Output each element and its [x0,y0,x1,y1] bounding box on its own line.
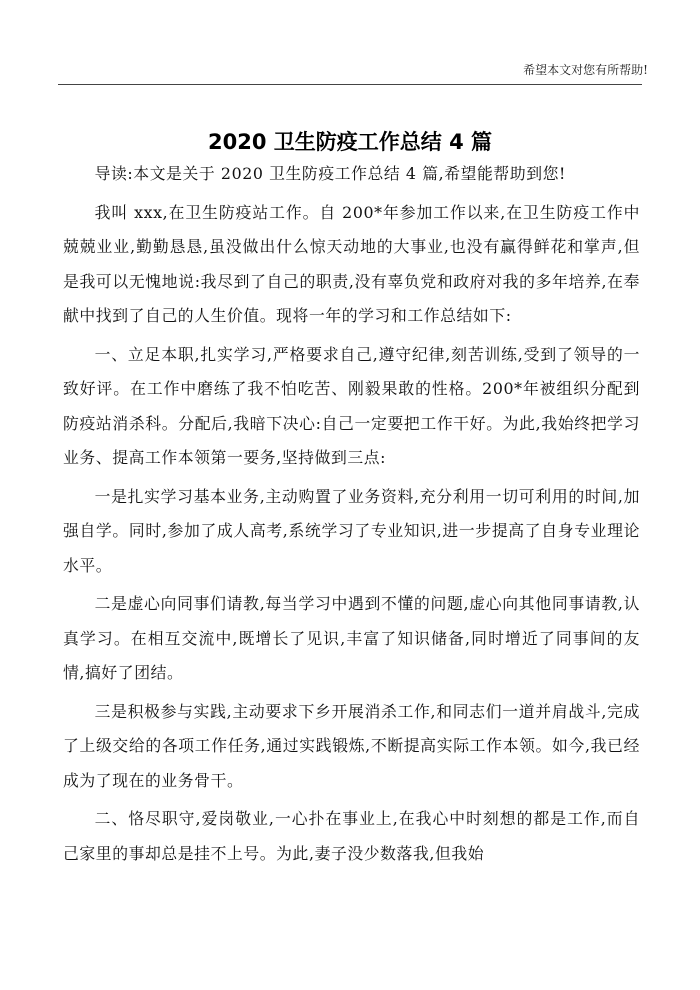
paragraph-section-one: 一、立足本职,扎实学习,严格要求自己,遵守纪律,刻苦训练,受到了领导的一致好评。在工作中磨练了我不怕吃苦、刚毅果敢的性格。200*年被组织分配到防疫站消杀科。分配后,我暗下决心:自己一定要把工作干好。为此,我始终把学习业务、提高工作本领第一要务,坚持做到三点: [63,344,640,467]
paragraph-self-introduction: 我叫 xxx,在卫生防疫站工作。自 200*年参加工作以来,在卫生防疫工作中兢兢业业,勤勤恳恳,虽没做出什么惊天动地的大事业,也没有赢得鲜花和掌声,但是我可以无愧地说:我尽到了自己的职责,没有辜负党和政府对我的多年培养,在奉献中找到了自己的人生价值。现将一年的学习和工作总结如下: [63,202,640,325]
paragraph-intro: 导读:本文是关于 2020 卫生防疫工作总结 4 篇,希望能帮助到您! [94,164,566,183]
paragraph-section-two: 二、恪尽职守,爱岗敬业,一心扑在事业上,在我心中时刻想的都是工作,而自己家里的事却总是挂不上号。为此,妻子没少数落我,但我始 [63,809,640,863]
paragraph-point-one: 一是扎实学习基本业务,主动购置了业务资料,充分利用一切可利用的时间,加强自学。同时,参加了成人高考,系统学习了专业知识,进一步提高了自身专业理论水平。 [63,486,640,575]
header-note: 希望本文对您有所帮助! [523,63,648,77]
document-title: 2020 卫生防疫工作总结 4 篇 [208,130,492,155]
paragraph-point-three: 三是积极参与实践,主动要求下乡开展消杀工作,和同志们一道并肩战斗,完成了上级交给的各项工作任务,通过实践锻炼,不断提高实际工作本领。如今,我已经成为了现在的业务骨干。 [63,701,640,790]
header-divider [58,84,642,85]
paragraph-point-two: 二是虚心向同事们请教,每当学习中遇到不懂的问题,虚心向其他同事请教,认真学习。在相互交流中,既增长了见识,丰富了知识储备,同时增近了同事间的友情,搞好了团结。 [63,594,640,682]
document-body [63,157,640,875]
